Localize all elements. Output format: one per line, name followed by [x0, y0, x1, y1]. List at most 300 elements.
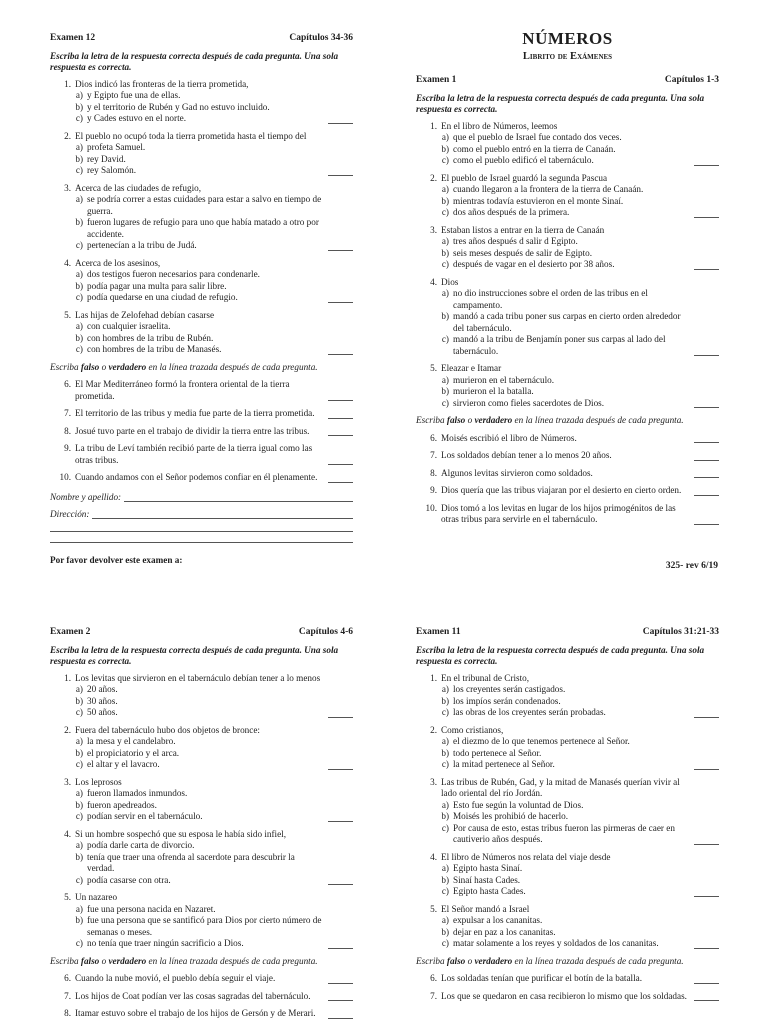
tf-instruction-pre: Escriba [50, 361, 81, 372]
question-number: 1. [430, 120, 437, 131]
answer-blank-line[interactable] [328, 883, 353, 885]
option-text: podían servir en el tabernáculo. [87, 811, 203, 821]
option-text: después de vagar en el desierto por 38 años. [453, 259, 615, 269]
name-label: Nombre y apellido: [50, 492, 122, 502]
true-false-instruction [50, 956, 353, 968]
option-text: con cualquier israelita. [87, 321, 171, 331]
answer-option [416, 800, 689, 812]
tf-line [50, 379, 323, 402]
answer-option [50, 840, 323, 852]
answer-option [416, 236, 689, 248]
option-text: 50 años. [87, 707, 118, 717]
question-item [50, 777, 353, 823]
option-letter: a) [75, 736, 83, 746]
answer-blank-line[interactable] [328, 716, 353, 718]
option-letter: c) [441, 259, 449, 269]
question-item [50, 310, 353, 356]
answer-option [416, 184, 689, 196]
tf-instruction-true: verdadero [108, 955, 147, 966]
answer-blank-line[interactable] [694, 354, 719, 356]
answer-option [416, 886, 689, 898]
option-text: fueron lugares de refugio para uno que había matado a otro por accidente. [87, 217, 319, 239]
question-line [416, 673, 689, 685]
tf-instruction-mid: o [99, 955, 109, 966]
answer-option [416, 863, 689, 875]
question-text: En el tribunal de Cristo, [441, 672, 530, 683]
answer-option [416, 684, 689, 696]
option-letter: b) [75, 280, 83, 291]
address-label: Dirección: [50, 509, 90, 519]
tf-number: 9. [64, 443, 71, 453]
answer-blank-line[interactable] [328, 174, 353, 176]
tf-text: Cuando andamos con el Señor podemos confiar en él plenamente. [75, 472, 318, 482]
tf-text: Los soldados debían tener a lo menos 20 años. [441, 450, 612, 460]
option-text: murieron en el tabernáculo. [453, 374, 555, 385]
option-letter: a) [441, 684, 449, 694]
answer-option [50, 102, 323, 114]
answer-option [50, 281, 323, 293]
tf-text: Moisés escribió el libro de Números. [441, 432, 577, 443]
question-text: Las tribus de Rubén, Gad, y la mitad de Manasés querían vivir al lado oriental del río Jordán. [441, 776, 680, 798]
tf-text: Cuando la nube movió, el pueblo debía seguir el viaje. [75, 973, 276, 983]
exam-instruction: Escriba la letra de la respuesta correcta después de cada pregunta. Una sola respuesta es correcta. [50, 50, 339, 72]
option-text: que el pueblo de Israel fue contado dos veces. [453, 132, 622, 142]
option-text: el altar y el lavacro. [87, 759, 160, 769]
answer-blank-line[interactable] [328, 982, 353, 984]
true-false-item [50, 991, 353, 1003]
answer-blank-line[interactable] [328, 399, 353, 401]
answer-blank-line[interactable] [694, 716, 719, 718]
tf-number: 7. [64, 408, 71, 418]
question-line [416, 277, 689, 289]
answer-option [416, 927, 689, 939]
question-text: Las hijas de Zelofehad debían casarse [75, 309, 215, 320]
tf-instruction-post: en la línea trazada después de cada pregunta. [146, 361, 318, 372]
option-letter: a) [75, 840, 83, 850]
question-line [50, 79, 323, 91]
option-text: las obras de los creyentes serán probadas. [453, 707, 606, 717]
return-instruction: Por favor devolver este examen a: [50, 554, 183, 565]
question-text: El Señor mandó a Israel [441, 903, 530, 914]
true-false-instruction [416, 956, 719, 968]
tf-instruction-pre: Escriba [50, 955, 81, 966]
answer-blank-line[interactable] [328, 463, 353, 465]
answer-blank-line[interactable] [328, 1017, 353, 1019]
option-text: mandó a la tribu de Benjamín poner sus carpas al lado del tabernáculo. [453, 334, 666, 356]
question-number: 4. [64, 828, 71, 839]
option-letter: a) [75, 903, 83, 914]
option-letter: c) [441, 155, 449, 165]
tf-text: Algunos levitas sirvieron como soldados. [441, 467, 593, 478]
option-letter: c) [441, 822, 449, 833]
option-letter: c) [441, 938, 449, 948]
option-text: el diezmo de lo que tenemos pertenece al Señor. [453, 736, 630, 746]
exam-header [416, 75, 719, 87]
tf-number: 6. [64, 973, 71, 983]
option-letter: b) [441, 247, 449, 258]
question-text: Fuera del tabernáculo hubo dos objetos de bronce: [75, 724, 260, 735]
tf-text: Los que se quedaron en casa recibieron lo mismo que los soldadas. [441, 990, 687, 1001]
answer-option [50, 217, 323, 240]
name-input-line[interactable] [124, 501, 353, 502]
answer-option [416, 155, 689, 167]
tf-instruction-false: falso [446, 415, 466, 425]
option-text: profeta Samuel. [87, 142, 146, 152]
option-text: con hombres de la tribu de Manasés. [87, 344, 222, 354]
answer-option [416, 248, 689, 260]
question-line [416, 225, 689, 237]
exam-11-panel [416, 627, 719, 1008]
tf-instruction-mid: o [465, 955, 475, 966]
tf-line [416, 433, 689, 445]
question-text: Eleazar e Itamar [441, 363, 502, 373]
tf-line [50, 408, 323, 420]
question-item [50, 673, 353, 719]
exam-chapters: Capítulos 1-3 [664, 75, 719, 85]
tf-line [50, 1008, 323, 1020]
answer-option [50, 811, 323, 823]
question-text: El pueblo no ocupó toda la tierra prometida hasta el tiempo del [75, 130, 307, 141]
true-false-item [416, 450, 719, 462]
option-letter: b) [441, 695, 449, 706]
option-letter: b) [441, 874, 449, 885]
true-false-instruction [50, 362, 353, 374]
question-line [416, 777, 689, 800]
option-text: como el pueblo entró en la tierra de Canaán. [453, 143, 616, 154]
option-letter: b) [441, 747, 449, 758]
answer-blank-line[interactable] [328, 999, 353, 1001]
question-line [50, 892, 323, 904]
answer-blank-line[interactable] [694, 441, 719, 443]
exam-1-panel [416, 29, 719, 532]
question-text: Acerca de los asesinos, [75, 257, 161, 268]
tf-instruction-false: falso [80, 361, 100, 372]
question-item [50, 725, 353, 771]
option-text: podía pagar una multa para salir libre. [87, 280, 227, 291]
option-text: podía darle carta de divorcio. [87, 840, 195, 850]
exam-label: Examen 11 [416, 627, 461, 637]
exam-header [50, 627, 353, 639]
question-line [416, 173, 689, 185]
answer-blank-line[interactable] [694, 406, 719, 408]
option-letter: b) [441, 386, 449, 396]
answer-blank-line[interactable] [694, 947, 719, 949]
answer-blank-line[interactable] [694, 459, 719, 461]
option-letter: a) [441, 915, 449, 925]
option-letter: b) [441, 311, 449, 321]
option-text: Por causa de esto, estas tribus fueron las pirmeras de caer en cautiverio años después. [453, 822, 675, 844]
answer-blank-line[interactable] [328, 434, 353, 436]
option-text: Egipto hasta Cades. [453, 886, 526, 896]
question-line [50, 777, 323, 789]
option-text: tres años después d salir d Egipto. [453, 236, 578, 246]
option-text: dos años después de la primera. [453, 207, 570, 217]
exam-chapters: Capítulos 31:21-33 [642, 627, 719, 637]
answer-blank-line[interactable] [328, 301, 353, 303]
answer-option [50, 321, 323, 333]
option-letter: a) [441, 374, 449, 385]
option-text: podía casarse con otra. [87, 874, 171, 885]
question-number: 3. [64, 776, 71, 787]
answer-option [50, 90, 323, 102]
tf-text: Dios quería que las tribus viajaran por el desierto en cierto orden. [441, 485, 682, 495]
tf-line [416, 485, 689, 497]
option-text: los creyentes serán castigados. [453, 684, 566, 694]
option-text: rey Salomón. [87, 165, 136, 175]
answer-option [50, 696, 323, 708]
option-letter: b) [75, 153, 83, 164]
option-letter: a) [75, 788, 83, 798]
tf-line [50, 991, 323, 1003]
answer-blank-line[interactable] [694, 768, 719, 770]
option-letter: c) [75, 344, 83, 354]
answer-option [416, 938, 689, 950]
exam-chapters: Capítulos 4-6 [298, 627, 353, 637]
question-item [50, 892, 353, 950]
tf-text: Los soldadas tenían que purificar el botín de la batalla. [441, 973, 643, 983]
tf-instruction-true: verdadero [108, 361, 147, 372]
answer-blank-line[interactable] [328, 249, 353, 251]
tf-text: El territorio de las tribus y media fue parte de la tierra prometida. [75, 408, 315, 418]
exam-header [50, 33, 353, 45]
question-text: Un nazareo [75, 892, 118, 902]
option-text: no tenía que traer ningún sacrificio a Dios. [87, 938, 244, 948]
tf-number: 10. [59, 472, 71, 482]
option-text: mandó a cada tribu poner sus carpas en cierto orden alrededor del tabernáculo. [453, 311, 681, 333]
option-text: podía quedarse en una ciudad de refugio. [87, 292, 238, 302]
tf-number: 6. [430, 973, 437, 983]
true-false-item [416, 973, 719, 985]
option-text: los impíos serán condenados. [453, 695, 561, 706]
question-text: Los leprosos [75, 776, 122, 787]
question-item [416, 363, 719, 409]
option-letter: c) [75, 938, 83, 948]
option-text: fueron llamados inmundos. [87, 788, 188, 798]
question-number: 2. [430, 172, 437, 183]
option-letter: c) [441, 397, 449, 408]
answer-option [416, 823, 689, 846]
answer-blank-line[interactable] [328, 417, 353, 419]
exam-instruction: Escriba la letra de la respuesta correcta después de cada pregunta. Una sola respuesta es correcta. [416, 644, 705, 666]
answer-option [50, 736, 323, 748]
exam-chapters: Capítulos 34-36 [289, 33, 353, 43]
answer-blank-line[interactable] [694, 268, 719, 270]
option-letter: a) [75, 684, 83, 694]
tf-number: 8. [430, 467, 437, 478]
question-item [50, 131, 353, 177]
question-number: 4. [430, 276, 437, 287]
option-text: matar solamente a los reyes y soldados de los cananitas. [453, 938, 659, 948]
option-letter: b) [75, 915, 83, 925]
question-line [416, 852, 689, 864]
answer-blank-line[interactable] [328, 122, 353, 124]
answer-option [416, 334, 689, 357]
tf-number: 8. [64, 1008, 71, 1018]
question-number: 1. [64, 78, 71, 89]
question-number: 2. [64, 724, 71, 735]
address-field [50, 507, 353, 521]
question-number: 4. [430, 851, 437, 862]
option-letter: c) [75, 759, 83, 769]
option-letter: b) [75, 217, 83, 227]
tf-text: Josué tuvo parte en el trabajo de dividir la tierra entre las tribus. [75, 425, 310, 436]
question-line [416, 121, 689, 133]
answer-blank-line[interactable] [328, 481, 353, 483]
option-text: murieron el la batalla. [453, 386, 534, 396]
option-text: y Egipto fue una de ellas. [87, 90, 181, 100]
tf-number: 7. [430, 450, 437, 460]
question-number: 3. [430, 776, 437, 787]
option-text: seis meses después de salir de Egipto. [453, 247, 593, 258]
tf-number: 6. [64, 379, 71, 389]
option-text: con hombres de la tribu de Rubén. [87, 332, 214, 343]
answer-option [50, 915, 323, 938]
answer-blank-line[interactable] [328, 768, 353, 770]
question-number: 5. [430, 903, 437, 914]
question-item [416, 777, 719, 846]
question-line [416, 904, 689, 916]
question-line [50, 258, 323, 270]
option-text: dejar en paz a los cananitas. [453, 926, 556, 937]
book-title: NÚMEROS [522, 29, 613, 48]
question-text: Acerca de las ciudades de refugio, [75, 182, 202, 193]
tf-text: El Mar Mediterráneo formó la frontera oriental de la tierra prometida. [75, 379, 290, 401]
question-line [50, 183, 323, 195]
answer-blank-line[interactable] [694, 999, 719, 1001]
option-letter: c) [441, 759, 449, 769]
option-letter: c) [441, 886, 449, 896]
question-item [416, 225, 719, 271]
tf-instruction-mid: o [465, 415, 475, 425]
option-text: Moisés les prohibió de hacerlo. [453, 811, 569, 821]
question-number: 3. [64, 182, 71, 193]
answer-option [416, 196, 689, 208]
true-false-item [50, 472, 353, 484]
true-false-item [416, 503, 719, 526]
tf-number: 10. [425, 502, 437, 513]
option-letter: c) [75, 874, 83, 885]
option-text: mientras todavía estuvieron en el monte Sinaí. [453, 195, 624, 206]
answer-blank-line[interactable] [694, 982, 719, 984]
question-line [50, 310, 323, 322]
exam-1-body [416, 75, 719, 526]
answer-option [50, 875, 323, 887]
answer-option [50, 142, 323, 154]
address-extra-line[interactable] [50, 521, 353, 532]
answer-option [50, 333, 323, 345]
answer-blank-line[interactable] [694, 216, 719, 218]
true-false-item [50, 426, 353, 438]
tf-line [50, 426, 323, 438]
answer-blank-line[interactable] [328, 820, 353, 822]
answer-option [416, 875, 689, 887]
option-text: rey David. [87, 153, 126, 164]
answer-option [416, 375, 689, 387]
option-text: no dio instrucciones sobre el orden de las tribus en el campamento. [453, 288, 648, 310]
option-letter: c) [75, 240, 83, 250]
answer-option [416, 915, 689, 927]
option-text: Esto fue según la voluntad de Dios. [453, 799, 584, 810]
tf-number: 7. [64, 990, 71, 1001]
tf-instruction-post: en la línea trazada después de cada pregunta. [512, 415, 684, 425]
question-line [50, 131, 323, 143]
option-letter: b) [441, 811, 449, 821]
option-text: 20 años. [87, 684, 118, 694]
tf-line [416, 991, 689, 1003]
option-letter: b) [75, 851, 83, 862]
question-line [416, 725, 689, 737]
option-letter: c) [441, 707, 449, 717]
answer-option [50, 759, 323, 771]
answer-blank-line[interactable] [694, 843, 719, 845]
answer-blank-line[interactable] [694, 494, 719, 496]
answer-option [50, 154, 323, 166]
answer-option [416, 748, 689, 760]
option-letter: c) [441, 334, 449, 344]
question-item [416, 852, 719, 898]
option-letter: a) [441, 236, 449, 246]
tf-instruction-mid: o [99, 361, 109, 372]
question-line [50, 725, 323, 737]
question-number: 2. [64, 130, 71, 141]
question-item [50, 183, 353, 252]
option-text: Sinaí hasta Cades. [453, 874, 521, 885]
answer-blank-line[interactable] [694, 476, 719, 478]
question-item [416, 673, 719, 719]
question-number: 1. [64, 672, 71, 683]
answer-blank-line[interactable] [694, 164, 719, 166]
address-extra-line[interactable] [50, 532, 353, 543]
question-number: 3. [430, 224, 437, 235]
tf-instruction-post: en la línea trazada después de cada pregunta. [146, 955, 318, 966]
option-letter: a) [441, 736, 449, 746]
question-item [416, 173, 719, 219]
tf-text: Itamar estuvo sobre el trabajo de los hijos de Gersón y de Merari. [75, 1008, 316, 1018]
answer-option [50, 800, 323, 812]
answer-blank-line[interactable] [694, 895, 719, 897]
answer-option [50, 269, 323, 281]
exam-label: Examen 12 [50, 33, 96, 43]
tf-instruction-false: falso [446, 955, 466, 966]
question-text: Como cristianos, [441, 724, 504, 735]
option-text: el propiciatorio y el arca. [87, 747, 180, 758]
answer-blank-line[interactable] [328, 947, 353, 949]
option-letter: a) [75, 142, 83, 152]
exam-instruction: Escriba la letra de la respuesta correcta después de cada pregunta. Una sola respuesta es correcta. [416, 92, 705, 114]
answer-option [416, 144, 689, 156]
tf-number: 9. [430, 485, 437, 495]
answer-option [50, 113, 323, 125]
true-false-item [416, 468, 719, 480]
true-false-item [50, 443, 353, 466]
question-number: 4. [64, 257, 71, 268]
question-number: 5. [430, 363, 437, 373]
option-letter: b) [441, 195, 449, 206]
address-input-line[interactable] [92, 518, 353, 519]
option-letter: a) [441, 184, 449, 194]
answer-blank-line[interactable] [328, 353, 353, 355]
answer-option [50, 240, 323, 252]
exam-label: Examen 1 [416, 75, 457, 85]
tf-line [416, 450, 689, 462]
option-letter: c) [75, 292, 83, 302]
answer-option [50, 904, 323, 916]
answer-option [50, 788, 323, 800]
answer-option [50, 165, 323, 177]
answer-option [416, 207, 689, 219]
answer-blank-line[interactable] [694, 523, 719, 525]
answer-option [416, 132, 689, 144]
